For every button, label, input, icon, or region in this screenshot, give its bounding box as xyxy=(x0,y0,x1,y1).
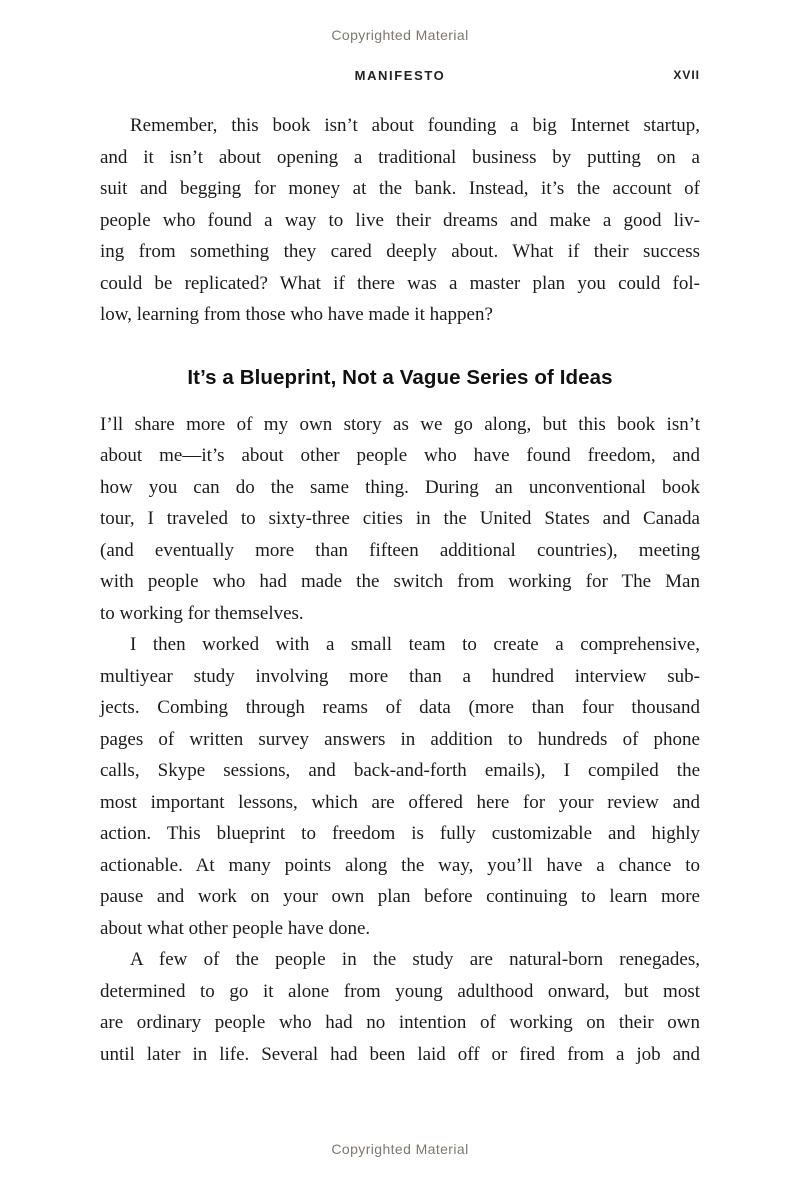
text-line: I then worked with a small team to create a comprehensive, xyxy=(130,634,700,655)
copyright-notice-bottom: Copyrighted Material xyxy=(331,1141,469,1157)
text-line: people who found a way to live their dreams and make a good liv- xyxy=(100,209,700,231)
text-line: tour, I traveled to sixty-three cities in the United States and Canada xyxy=(100,508,700,529)
text-line: jects. Combing through reams of data (more than four thousand xyxy=(100,697,700,718)
text-line: pages of written survey answers in addition to hundreds of phone xyxy=(100,728,700,750)
text-line: most important lessons, which are offered here for your review and xyxy=(100,791,700,813)
text-line: until later in life. Several had been laid off or fired from a job and xyxy=(100,1043,700,1065)
text-line: how you can do the same thing. During an unconventional book xyxy=(100,476,700,498)
text-line: low, learning from those who have made it happen? xyxy=(100,304,493,325)
text-line: I’ll share more of my own story as we go along, but this book isn’t xyxy=(100,413,700,435)
text-line: about what other people have done. xyxy=(100,917,371,939)
paragraph xyxy=(100,110,700,331)
running-header xyxy=(100,68,700,83)
paragraph xyxy=(100,629,700,944)
text-line: determined to go it alone from young adulthood onward, but most xyxy=(100,980,700,1002)
text-line: and it isn’t about opening a traditional business by putting on a xyxy=(100,146,700,168)
text-line: A few of the people in the study are natural-born renegades, xyxy=(130,949,700,970)
text-line: ing from something they cared deeply about. What if their success xyxy=(100,241,700,262)
text-line: with people who had made the switch from working for The Man xyxy=(100,571,700,592)
text-line: suit and begging for money at the bank. Instead, it’s the account of xyxy=(100,178,700,199)
text-line: could be replicated? What if there was a master plan you could fol- xyxy=(100,272,700,294)
text-line: action. This blueprint to freedom is fully customizable and highly xyxy=(100,823,700,844)
section-heading: It’s a Blueprint, Not a Vague Series of Ideas xyxy=(187,365,613,389)
text-line: Remember, this book isn’t about founding a big Internet startup, xyxy=(130,115,700,136)
paragraph xyxy=(100,944,700,1070)
page-number: XVII xyxy=(673,68,700,82)
text-line: are ordinary people who had no intention of working on their own xyxy=(100,1012,700,1033)
page-body xyxy=(100,110,700,1070)
text-line: about me—it’s about other people who have found freedom, and xyxy=(100,445,700,466)
text-line: to working for themselves. xyxy=(100,602,304,624)
text-line: calls, Skype sessions, and back-and-forth emails), I compiled the xyxy=(100,760,700,781)
copyright-notice-top: Copyrighted Material xyxy=(331,27,469,43)
text-line: multiyear study involving more than a hundred interview sub- xyxy=(100,665,700,687)
text-line: (and eventually more than fifteen additional countries), meeting xyxy=(100,539,700,561)
running-head-title: MANIFESTO xyxy=(354,68,446,83)
text-line: pause and work on your own plan before continuing to learn more xyxy=(100,886,700,907)
paragraph xyxy=(100,409,700,630)
text-line: actionable. At many points along the way, you’ll have a chance to xyxy=(100,854,700,876)
